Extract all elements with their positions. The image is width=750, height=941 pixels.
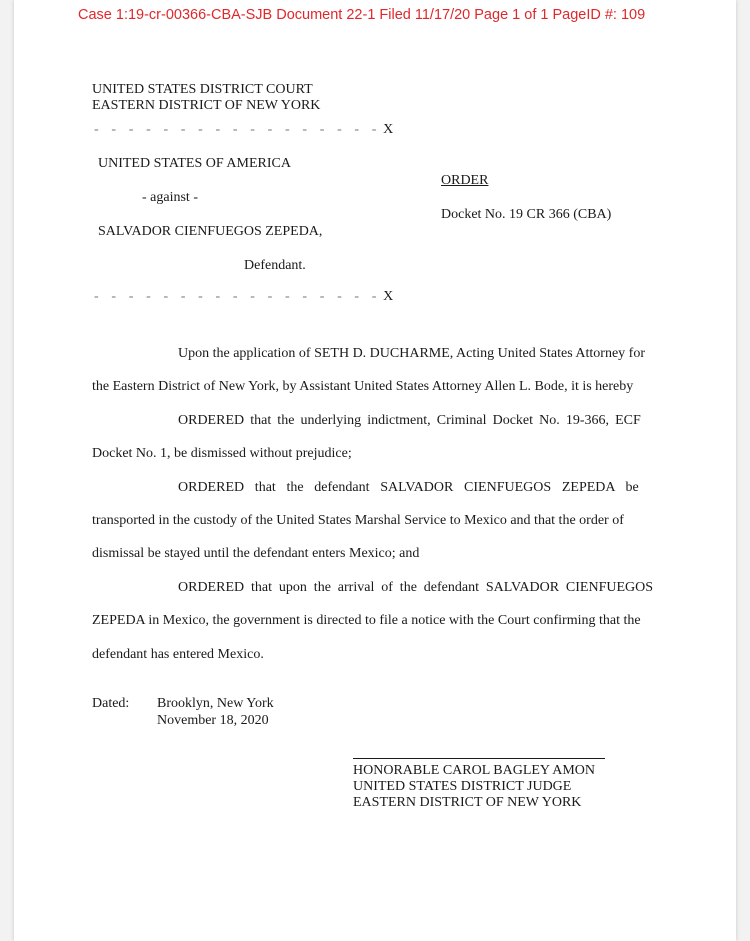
- judge-title: UNITED STATES DISTRICT JUDGE: [353, 779, 572, 794]
- plaintiff-name: UNITED STATES OF AMERICA: [98, 156, 291, 171]
- separator-x: X: [383, 289, 394, 304]
- body-p4-line2: ZEPEDA in Mexico, the government is directed to file a notice with the Court confirming that the: [92, 613, 641, 628]
- body-p1-line2: the Eastern District of New York, by Assistant United States Attorney Allen L. Bode, it is hereby: [92, 379, 634, 394]
- caption-separator-bottom: [94, 289, 393, 305]
- dated-label: Dated:: [92, 696, 130, 711]
- judge-district: EASTERN DISTRICT OF NEW YORK: [353, 795, 582, 810]
- court-name-line2: EASTERN DISTRICT OF NEW YORK: [92, 98, 321, 113]
- body-p2-line2: Docket No. 1, be dismissed without prejudice;: [92, 446, 352, 461]
- court-name-line1: UNITED STATES DISTRICT COURT: [92, 82, 313, 97]
- docket-number: Docket No. 19 CR 366 (CBA): [441, 207, 612, 222]
- body-p3-line2: transported in the custody of the United States Marshal Service to Mexico and that the order of: [92, 513, 624, 528]
- defendant-role: Defendant.: [244, 258, 306, 273]
- body-p2-line1: ORDERED that the underlying indictment, Criminal Docket No. 19-366, ECF: [178, 413, 641, 428]
- defendant-name: SALVADOR CIENFUEGOS ZEPEDA,: [98, 224, 323, 239]
- body-p1-line1: Upon the application of SETH D. DUCHARME, Acting United States Attorney for: [178, 346, 645, 361]
- body-p3-line1: ORDERED that the defendant SALVADOR CIENFUEGOS ZEPEDA be: [178, 480, 639, 495]
- signature-line: [353, 758, 605, 759]
- filing-header-stamp: Case 1:19-cr-00366-CBA-SJB Document 22-1 Filed 11/17/20 Page 1 of 1 PageID #: 109: [78, 7, 646, 23]
- dated-place: Brooklyn, New York: [157, 696, 274, 711]
- separator-x: X: [383, 122, 394, 137]
- separator-dashes: - - - - - - - - - - - - - - - - -: [94, 122, 382, 137]
- dated-date: November 18, 2020: [157, 713, 269, 728]
- body-p4-line3: defendant has entered Mexico.: [92, 647, 264, 662]
- versus-label: - against -: [142, 190, 198, 205]
- order-title: ORDER: [441, 173, 489, 188]
- document-page: [14, 0, 736, 941]
- separator-dashes: - - - - - - - - - - - - - - - - -: [94, 289, 382, 304]
- body-p3-line3: dismissal be stayed until the defendant enters Mexico; and: [92, 546, 420, 561]
- body-p4-line1: ORDERED that upon the arrival of the defendant SALVADOR CIENFUEGOS: [178, 580, 654, 595]
- caption-separator-top: [94, 122, 393, 138]
- judge-name: HONORABLE CAROL BAGLEY AMON: [353, 763, 596, 778]
